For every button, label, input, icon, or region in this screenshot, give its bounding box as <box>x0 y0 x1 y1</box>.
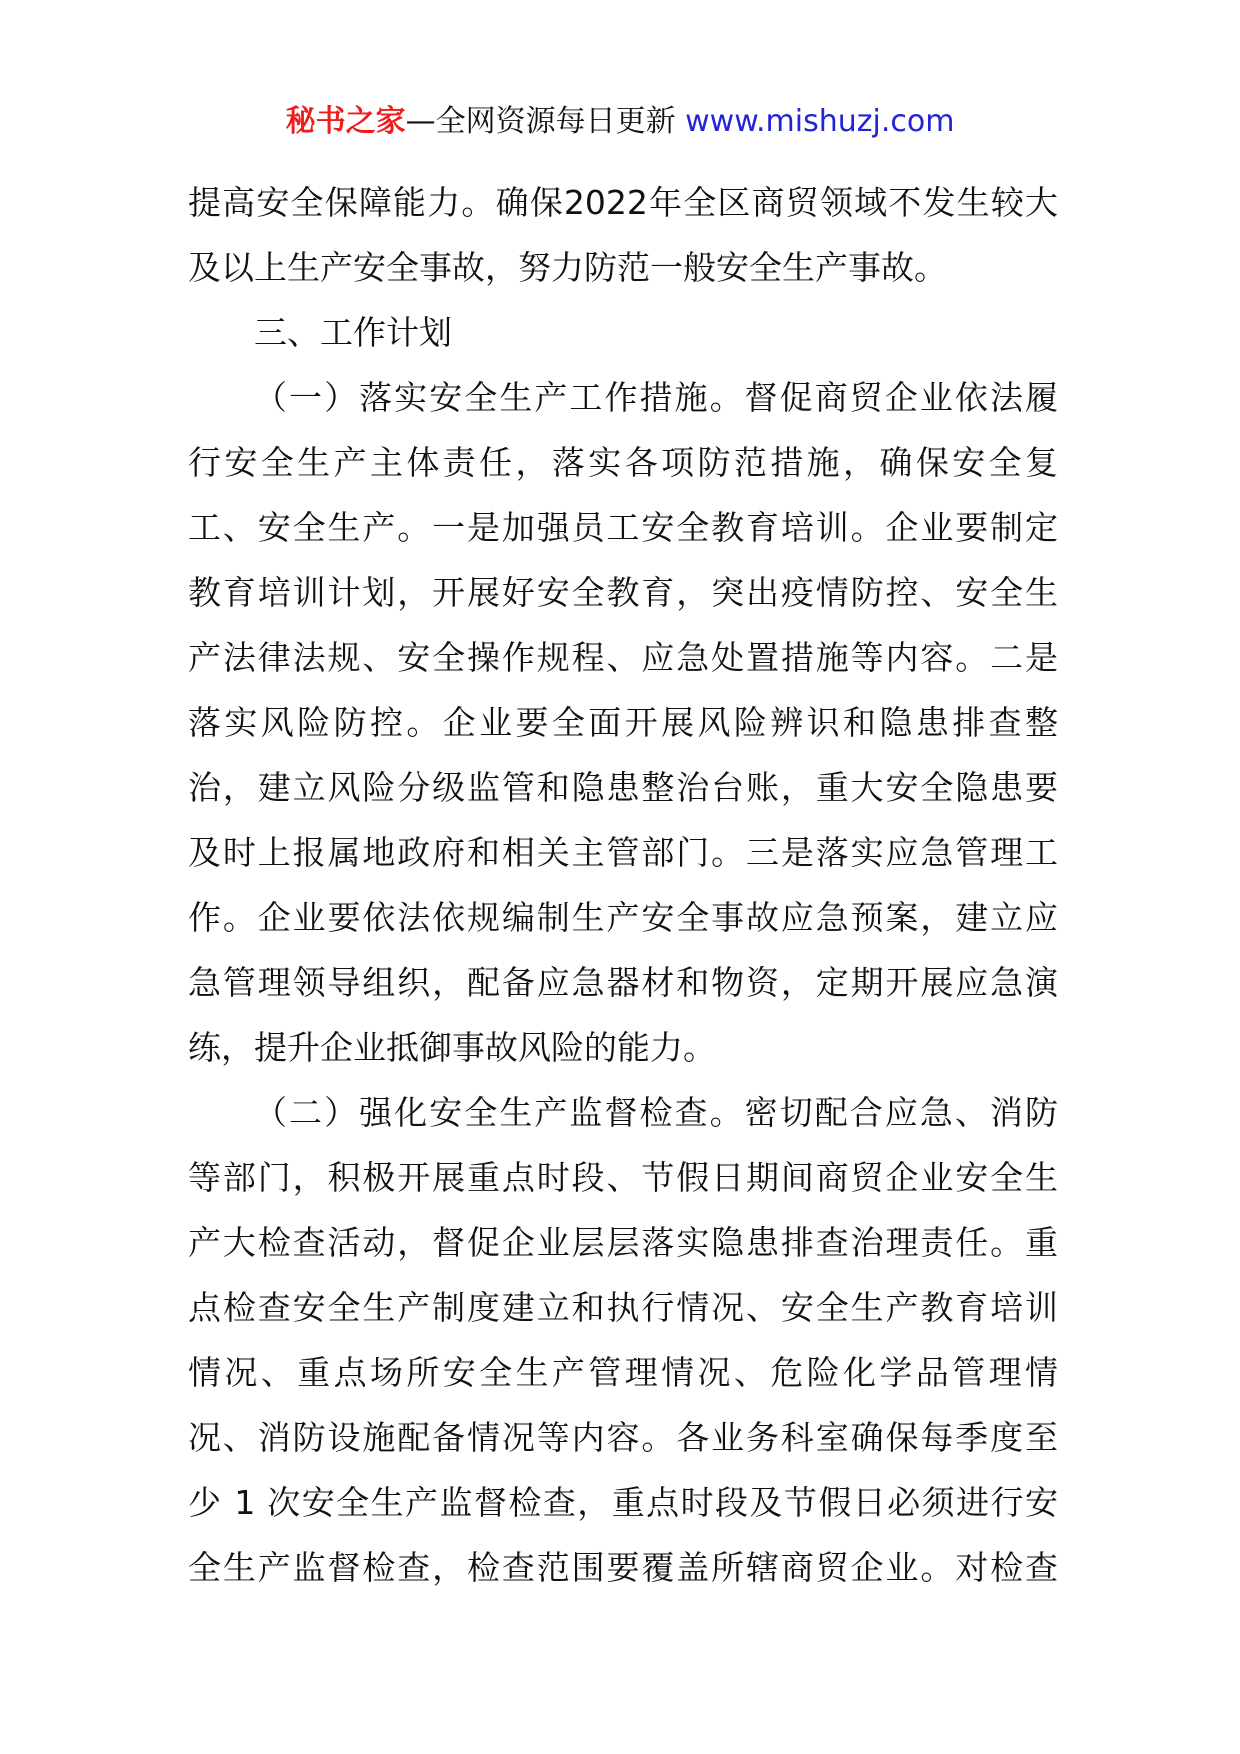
brand-name: 秘书之家 <box>285 104 406 139</box>
text-line: 工、安全生产。一是加强员工安全教育培训。企业要制定 <box>188 508 1058 547</box>
text-line: 情况、重点场所安全生产管理情况、危险化学品管理情 <box>188 1353 1058 1392</box>
text-line: 作。企业要依法依规编制生产安全事故应急预案，建立应 <box>188 898 1058 937</box>
text-line: （二）强化安全生产监督检查。密切配合应急、消防 <box>254 1093 1058 1132</box>
text-line: 及以上生产安全事故，努力防范一般安全生产事故。 <box>188 248 947 287</box>
website-url[interactable]: www.mishuzj.com <box>685 104 955 139</box>
text-line: 产大检查活动，督促企业层层落实隐患排查治理责任。重 <box>188 1223 1058 1262</box>
text-line: 急管理领导组织，配备应急器材和物资，定期开展应急演 <box>188 963 1058 1002</box>
text-line: 全生产监督检查，检查范围要覆盖所辖商贸企业。对检查 <box>188 1548 1058 1587</box>
document-body <box>188 170 1058 1600</box>
text-line: 况、消防设施配备情况等内容。各业务科室确保每季度至 <box>188 1418 1058 1457</box>
text-line: 练，提升企业抵御事故风险的能力。 <box>188 1028 716 1067</box>
text-line: （一）落实安全生产工作措施。督促商贸企业依法履 <box>254 378 1058 417</box>
page-header <box>0 100 1240 144</box>
text-line: 及时上报属地政府和相关主管部门。三是落实应急管理工 <box>188 833 1058 872</box>
text-line: 教育培训计划，开展好安全教育，突出疫情防控、安全生 <box>188 573 1058 612</box>
text-line: 落实风险防控。企业要全面开展风险辨识和隐患排查整 <box>188 703 1058 742</box>
text-line: 提高安全保障能力。确保2022年全区商贸领域不发生较大 <box>188 183 1058 222</box>
text-line: 产法律法规、安全操作规程、应急处置措施等内容。二是 <box>188 638 1058 677</box>
text-line: 行安全生产主体责任，落实各项防范措施，确保安全复 <box>188 443 1058 482</box>
text-line: 等部门，积极开展重点时段、节假日期间商贸企业安全生 <box>188 1158 1058 1197</box>
text-line: 少 1 次安全生产监督检查，重点时段及节假日必须进行安 <box>188 1483 1058 1522</box>
text-line: 治，建立风险分级监管和隐患整治台账，重大安全隐患要 <box>188 768 1058 807</box>
header-tagline: —全网资源每日更新 <box>405 104 676 139</box>
text-line: 三、工作计划 <box>254 313 452 352</box>
text-line: 点检查安全生产制度建立和执行情况、安全生产教育培训 <box>188 1288 1058 1327</box>
